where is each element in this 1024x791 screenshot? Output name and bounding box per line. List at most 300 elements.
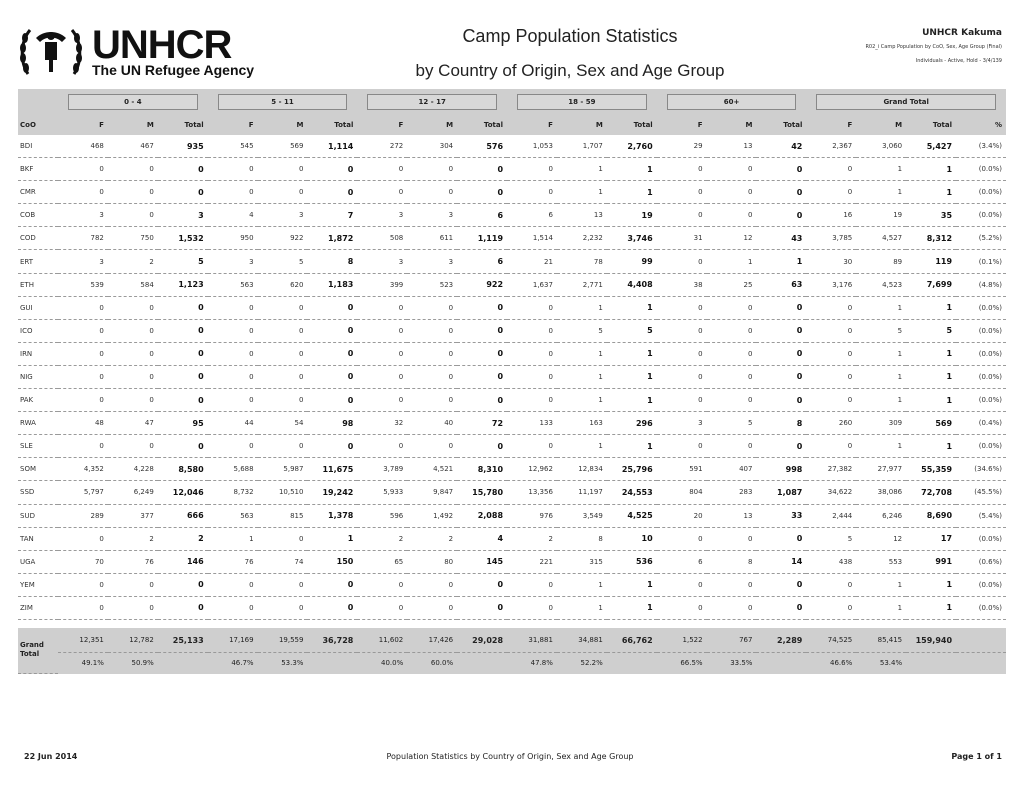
table-cell: 0 <box>208 596 258 619</box>
table-cell: 0 <box>357 296 407 319</box>
table-cell: 584 <box>108 273 158 296</box>
table-cell: 14 <box>756 550 806 573</box>
col-header-f: F <box>548 121 553 129</box>
table-row <box>18 181 1006 204</box>
table-cell: 32 <box>357 412 407 435</box>
table-cell: 0 <box>707 365 757 388</box>
table-cell: (0.0%) <box>956 389 1006 412</box>
col-header-percent: % <box>994 121 1002 129</box>
table-cell: 133 <box>507 412 557 435</box>
table-cell: 0 <box>208 342 258 365</box>
table-cell: 5 <box>707 412 757 435</box>
table-cell: 1 <box>607 342 657 365</box>
table-cell: 545 <box>208 135 258 158</box>
table-cell: 3 <box>158 204 208 227</box>
table-cell: 0 <box>707 527 757 550</box>
table-cell: 1 <box>906 296 956 319</box>
table-row <box>18 135 1006 158</box>
table-cell: 0 <box>158 181 208 204</box>
table-cell: 4,521 <box>407 458 457 481</box>
col-header-m: M <box>595 121 603 129</box>
table-cell: 0 <box>806 573 856 596</box>
table-cell: 1 <box>607 389 657 412</box>
table-cell: 0 <box>58 296 108 319</box>
grand-total-cell: 29,028 <box>457 628 507 653</box>
logo-wordmark: UNHCR <box>92 23 232 67</box>
table-cell: 1 <box>856 181 906 204</box>
table-cell: 38,086 <box>856 481 906 504</box>
grand-total-percent-cell <box>906 653 956 674</box>
table-cell: 0 <box>258 573 308 596</box>
table-cell: 0 <box>108 319 158 342</box>
table-cell: 34,622 <box>806 481 856 504</box>
table-cell: 1 <box>557 389 607 412</box>
table-cell: 8 <box>557 527 607 550</box>
report-title: Camp Population Statistics <box>462 26 678 46</box>
col-header-m: M <box>146 121 154 129</box>
table-cell: 0 <box>756 181 806 204</box>
table-cell: (0.0%) <box>956 596 1006 619</box>
table-cell: 2,771 <box>557 273 607 296</box>
table-cell: (0.6%) <box>956 550 1006 573</box>
table-cell: 1,378 <box>307 504 357 527</box>
table-cell: 48 <box>58 412 108 435</box>
table-cell: 70 <box>58 550 108 573</box>
grand-total-percent-cell: 50.9% <box>131 659 154 667</box>
table-cell: 9,847 <box>407 481 457 504</box>
table-cell: 296 <box>607 412 657 435</box>
table-cell: 563 <box>208 273 258 296</box>
table-cell: 25,796 <box>607 458 657 481</box>
table-cell: 76 <box>108 550 158 573</box>
table-cell: 3 <box>357 204 407 227</box>
table-cell: 0 <box>806 389 856 412</box>
table-cell: 0 <box>806 596 856 619</box>
table-cell: 5 <box>806 527 856 550</box>
country-code-cell: ERT <box>18 250 58 273</box>
table-cell: 65 <box>357 550 407 573</box>
country-code-cell: TAN <box>18 527 58 550</box>
table-cell: 0 <box>707 319 757 342</box>
table-cell: 1 <box>856 296 906 319</box>
table-cell: 1 <box>557 181 607 204</box>
table-cell: 782 <box>58 227 108 250</box>
table-cell: 0 <box>258 389 308 412</box>
table-cell: 13 <box>557 204 607 227</box>
table-row <box>18 504 1006 527</box>
col-header-m: M <box>446 121 454 129</box>
table-cell: 309 <box>856 412 906 435</box>
table-row <box>18 342 1006 365</box>
table-cell: 3 <box>58 250 108 273</box>
table-cell: 72,708 <box>906 481 956 504</box>
table-cell: 523 <box>407 273 457 296</box>
grand-total-cell: 17,426 <box>407 628 457 653</box>
col-header-f: F <box>697 121 703 129</box>
grand-total-percent-cell <box>756 653 806 674</box>
table-cell: 1,114 <box>307 135 357 158</box>
table-cell: 0 <box>457 389 507 412</box>
table-cell: (34.6%) <box>956 458 1006 481</box>
table-cell: 976 <box>507 504 557 527</box>
table-cell: 163 <box>557 412 607 435</box>
table-cell: 5 <box>856 319 906 342</box>
table-cell: 0 <box>108 596 158 619</box>
table-cell: 0 <box>657 527 707 550</box>
table-cell: 0 <box>158 389 208 412</box>
grand-total-cell <box>956 628 1006 653</box>
table-cell: 33 <box>756 504 806 527</box>
table-cell: 1,123 <box>158 273 208 296</box>
table-cell: 1 <box>557 158 607 181</box>
grand-total-percent-cell: 53.4% <box>879 659 903 667</box>
table-cell: 6 <box>457 204 507 227</box>
table-cell: 1 <box>557 296 607 319</box>
grand-total-percent-cell: 46.7% <box>231 659 254 667</box>
grand-total-cell: 2,289 <box>756 628 806 653</box>
table-cell: 8 <box>756 412 806 435</box>
country-code-cell: ETH <box>18 273 58 296</box>
table-cell: 19 <box>607 204 657 227</box>
table-cell: 0 <box>707 435 757 458</box>
table-cell: 47 <box>108 412 158 435</box>
table-cell: 1 <box>208 527 258 550</box>
table-cell: 563 <box>208 504 258 527</box>
table-cell: 8,732 <box>208 481 258 504</box>
table-cell: 553 <box>856 550 906 573</box>
table-cell: 0 <box>108 158 158 181</box>
table-row <box>18 250 1006 273</box>
table-cell: 0 <box>507 573 557 596</box>
table-cell: 0 <box>357 389 407 412</box>
unhcr-logo <box>18 24 254 80</box>
table-cell: 0 <box>208 573 258 596</box>
table-cell: 4,228 <box>108 458 158 481</box>
country-code-cell: IRN <box>18 342 58 365</box>
table-cell: 5,933 <box>357 481 407 504</box>
table-cell: 99 <box>607 250 657 273</box>
table-cell: 0 <box>307 296 357 319</box>
table-cell: 0 <box>707 342 757 365</box>
table-cell: 0 <box>258 158 308 181</box>
table-cell: 29 <box>657 135 707 158</box>
table-cell: 0 <box>208 319 258 342</box>
table-cell: 11,197 <box>557 481 607 504</box>
table-cell: (0.0%) <box>956 319 1006 342</box>
logo-tagline: The UN Refugee Agency <box>92 62 255 78</box>
table-cell: 3 <box>407 250 457 273</box>
grand-total-percent-row <box>18 653 1006 674</box>
table-cell: 8 <box>707 550 757 573</box>
table-row <box>18 158 1006 181</box>
table-cell: 304 <box>407 135 457 158</box>
table-cell: 0 <box>357 158 407 181</box>
table-cell: 0 <box>806 296 856 319</box>
table-cell: 4 <box>208 204 258 227</box>
table-cell: 1 <box>856 158 906 181</box>
table-row <box>18 458 1006 481</box>
grand-total-percent-cell <box>457 653 507 674</box>
table-cell: 2 <box>407 527 457 550</box>
table-cell: 3,549 <box>557 504 607 527</box>
table-cell: 0 <box>707 158 757 181</box>
table-cell: 6 <box>507 204 557 227</box>
table-cell: 8,690 <box>906 504 956 527</box>
table-cell: 0 <box>507 365 557 388</box>
table-row <box>18 296 1006 319</box>
country-code-cell: ZIM <box>18 596 58 619</box>
table-cell: 1 <box>906 573 956 596</box>
table-cell: 2 <box>158 527 208 550</box>
table-cell: 1 <box>607 573 657 596</box>
table-cell: 0 <box>806 319 856 342</box>
table-cell: 0 <box>707 573 757 596</box>
table-row <box>18 596 1006 619</box>
report-code: R02_i Camp Population by CoO, Sex, Age Group (Final) <box>865 44 1002 50</box>
grand-total-percent-cell <box>158 653 208 674</box>
grand-total-percent-cell: 52.2% <box>580 659 603 667</box>
table-cell: 315 <box>557 550 607 573</box>
table-cell: 399 <box>357 273 407 296</box>
grand-total-percent-cell <box>956 653 1006 674</box>
table-cell: 815 <box>258 504 308 527</box>
table-cell: 0 <box>507 435 557 458</box>
table-cell: 0 <box>407 596 457 619</box>
table-cell: 63 <box>756 273 806 296</box>
grand-total-cell: 25,133 <box>158 628 208 653</box>
col-header-total: Total <box>334 121 354 129</box>
table-cell: 1,087 <box>756 481 806 504</box>
table-cell: 0 <box>108 365 158 388</box>
table-cell: 0 <box>756 342 806 365</box>
table-cell: 0 <box>756 204 806 227</box>
table-cell: 12 <box>707 227 757 250</box>
table-cell: 3 <box>208 250 258 273</box>
table-cell: 0 <box>357 342 407 365</box>
age-group-18-59: 18 - 59 <box>517 94 647 110</box>
table-cell: 42 <box>756 135 806 158</box>
table-row <box>18 412 1006 435</box>
table-cell: 591 <box>657 458 707 481</box>
table-cell: 8,310 <box>457 458 507 481</box>
table-cell: (0.0%) <box>956 342 1006 365</box>
table-cell: 6,246 <box>856 504 906 527</box>
table-cell: 0 <box>407 342 457 365</box>
table-cell: 76 <box>208 550 258 573</box>
table-cell: 0 <box>457 573 507 596</box>
table-cell: 1,707 <box>557 135 607 158</box>
table-cell: 0 <box>707 181 757 204</box>
grand-total-percent-cell: 60.0% <box>430 659 454 667</box>
table-cell: 935 <box>158 135 208 158</box>
table-cell: 3 <box>258 204 308 227</box>
table-cell: 1 <box>607 181 657 204</box>
table-cell: 0 <box>158 596 208 619</box>
table-cell: 0 <box>507 296 557 319</box>
table-cell: 4,527 <box>856 227 906 250</box>
table-row <box>18 481 1006 504</box>
population-table <box>18 89 1006 620</box>
table-cell: 0 <box>158 296 208 319</box>
table-cell: 25 <box>707 273 757 296</box>
table-row <box>18 527 1006 550</box>
table-cell: 1,053 <box>507 135 557 158</box>
table-cell: 12,834 <box>557 458 607 481</box>
table-row <box>18 435 1006 458</box>
table-cell: 1 <box>856 435 906 458</box>
table-cell: 0 <box>707 296 757 319</box>
table-cell: 0 <box>357 319 407 342</box>
table-cell: 3,746 <box>607 227 657 250</box>
table-cell: 0 <box>457 181 507 204</box>
table-cell: 5 <box>607 319 657 342</box>
table-cell: 11,675 <box>307 458 357 481</box>
table-row <box>18 389 1006 412</box>
table-cell: 8 <box>307 250 357 273</box>
table-cell: 1,637 <box>507 273 557 296</box>
table-cell: 539 <box>58 273 108 296</box>
country-code-cell: SUD <box>18 504 58 527</box>
table-cell: 950 <box>208 227 258 250</box>
table-cell: (5.4%) <box>956 504 1006 527</box>
table-cell: 1 <box>906 596 956 619</box>
table-cell: 0 <box>507 342 557 365</box>
table-cell: 2,367 <box>806 135 856 158</box>
table-cell: 89 <box>856 250 906 273</box>
table-cell: 569 <box>258 135 308 158</box>
table-cell: 95 <box>158 412 208 435</box>
table-cell: 1 <box>607 365 657 388</box>
table-cell: 27,382 <box>806 458 856 481</box>
table-cell: 0 <box>707 389 757 412</box>
table-cell: 4,352 <box>58 458 108 481</box>
col-header-total: Total <box>932 121 953 129</box>
country-code-cell: GUI <box>18 296 58 319</box>
table-cell: 0 <box>507 181 557 204</box>
table-cell: 10,510 <box>258 481 308 504</box>
table-row <box>18 365 1006 388</box>
table-cell: 0 <box>756 365 806 388</box>
grand-total-label-line2: Total <box>20 650 40 659</box>
country-code-cell: PAK <box>18 389 58 412</box>
table-cell: 1,492 <box>407 504 457 527</box>
table-cell: 8,312 <box>906 227 956 250</box>
age-group-60-plus: 60+ <box>667 94 797 110</box>
table-cell: 0 <box>407 319 457 342</box>
table-cell: 0 <box>307 158 357 181</box>
table-cell: 1,532 <box>158 227 208 250</box>
table-cell: 0 <box>657 204 707 227</box>
grand-total-percent-cell <box>307 653 357 674</box>
table-cell: 377 <box>108 504 158 527</box>
table-cell: 72 <box>457 412 507 435</box>
table-cell: 0 <box>756 319 806 342</box>
grand-total-percent-cell: 40.0% <box>380 659 404 667</box>
table-cell: 4 <box>457 527 507 550</box>
table-cell: 438 <box>806 550 856 573</box>
laurel-people-icon <box>18 24 84 80</box>
table-cell: 0 <box>258 435 308 458</box>
col-header-coo: CoO <box>20 121 36 129</box>
country-code-cell: CMR <box>18 181 58 204</box>
grand-total-table <box>18 628 1006 674</box>
table-cell: (0.0%) <box>956 527 1006 550</box>
table-cell: 7 <box>307 204 357 227</box>
col-header-total: Total <box>783 121 803 129</box>
table-cell: 0 <box>307 435 357 458</box>
table-cell: 146 <box>158 550 208 573</box>
table-cell: 1 <box>906 365 956 388</box>
country-code-cell: ICO <box>18 319 58 342</box>
table-cell: (0.0%) <box>956 435 1006 458</box>
table-cell: (0.0%) <box>956 204 1006 227</box>
table-cell: 3 <box>657 412 707 435</box>
table-cell: 407 <box>707 458 757 481</box>
table-cell: 0 <box>58 527 108 550</box>
table-cell: 0 <box>258 342 308 365</box>
table-cell: 0 <box>307 389 357 412</box>
grand-total-cell: 12,351 <box>58 628 108 653</box>
table-cell: 0 <box>158 435 208 458</box>
age-group-grand-total: Grand Total <box>816 94 996 110</box>
table-cell: 0 <box>108 296 158 319</box>
grand-total-cell: 66,762 <box>607 628 657 653</box>
table-cell: 0 <box>208 389 258 412</box>
table-cell: 5 <box>906 319 956 342</box>
table-cell: 30 <box>806 250 856 273</box>
country-code-cell: COD <box>18 227 58 250</box>
table-cell: 7,699 <box>906 273 956 296</box>
table-cell: 804 <box>657 481 707 504</box>
table-cell: 0 <box>58 158 108 181</box>
table-cell: 0 <box>407 296 457 319</box>
grand-total-percent-cell: 46.6% <box>830 659 853 667</box>
table-cell: 0 <box>806 435 856 458</box>
footer-title: Population Statistics by Country of Origin, Sex and Age Group <box>386 752 634 761</box>
table-cell: 1 <box>856 596 906 619</box>
table-cell: 8,580 <box>158 458 208 481</box>
table-cell: 0 <box>806 158 856 181</box>
table-cell: (0.0%) <box>956 296 1006 319</box>
table-cell: 0 <box>307 342 357 365</box>
table-cell: 0 <box>657 181 707 204</box>
country-code-cell: YEM <box>18 573 58 596</box>
table-cell: 0 <box>407 435 457 458</box>
table-row <box>18 273 1006 296</box>
table-cell: 3,789 <box>357 458 407 481</box>
table-cell: 0 <box>657 250 707 273</box>
table-cell: 1,119 <box>457 227 507 250</box>
table-cell: 611 <box>407 227 457 250</box>
table-cell: 12,962 <box>507 458 557 481</box>
table-cell: 0 <box>457 296 507 319</box>
table-cell: 44 <box>208 412 258 435</box>
table-cell: 0 <box>307 365 357 388</box>
table-cell: 1 <box>557 342 607 365</box>
table-cell: 0 <box>657 573 707 596</box>
table-cell: 0 <box>58 389 108 412</box>
table-cell: 5,987 <box>258 458 308 481</box>
table-cell: 0 <box>457 435 507 458</box>
col-header-m: M <box>745 121 753 129</box>
table-cell: 0 <box>407 573 457 596</box>
table-row <box>18 550 1006 573</box>
table-cell: 0 <box>158 319 208 342</box>
table-cell: 1 <box>557 365 607 388</box>
table-cell: 54 <box>258 412 308 435</box>
table-cell: 1 <box>906 342 956 365</box>
table-cell: 0 <box>307 573 357 596</box>
